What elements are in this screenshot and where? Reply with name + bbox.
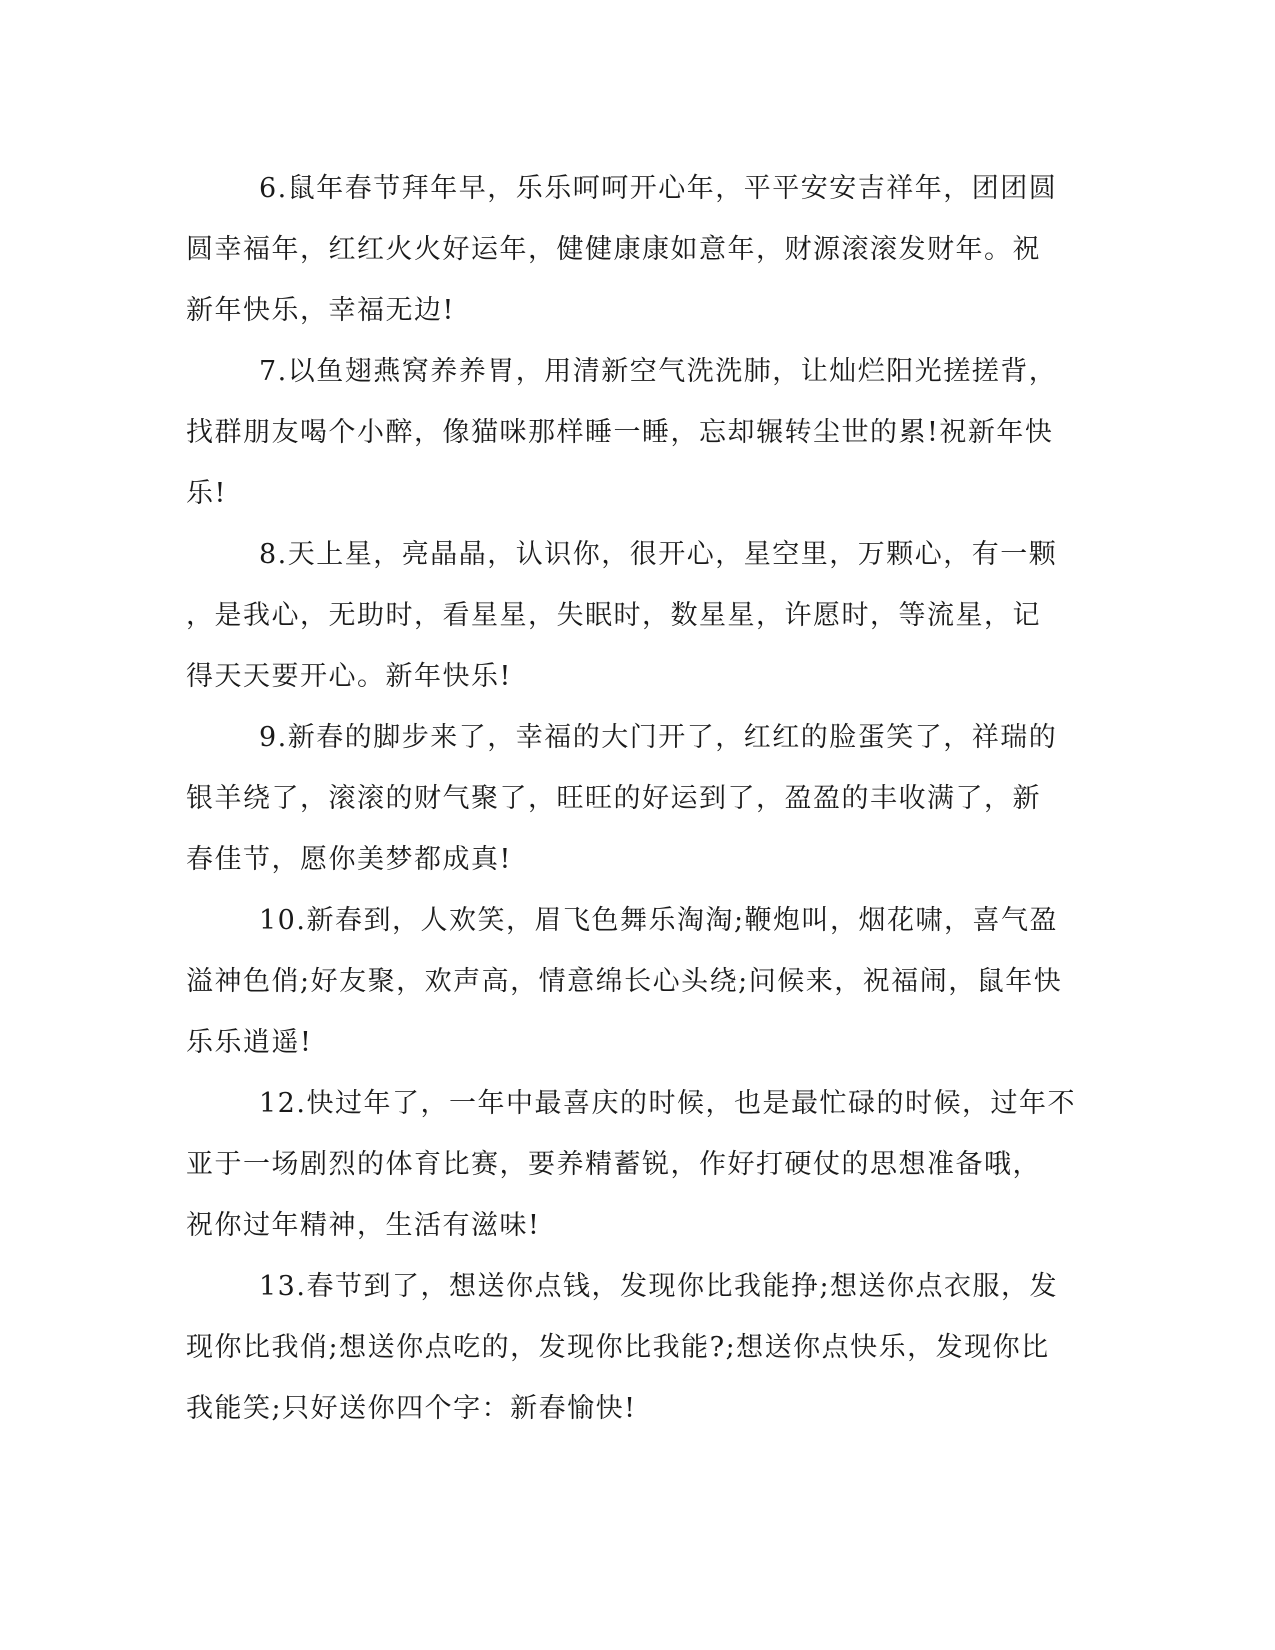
paragraph-line: ，是我心，无助时，看星星，失眠时，数星星，许愿时，等流星，记 (186, 600, 1041, 631)
paragraph-line: 8.天上星，亮晶晶，认识你，很开心，星空里，万颗心，有一颗 (259, 539, 1058, 570)
greeting-paragraph-10 (186, 890, 1066, 1073)
greeting-paragraph-12 (186, 1073, 1076, 1256)
greeting-paragraph-7 (186, 341, 1066, 524)
paragraph-line: 新年快乐，幸福无边! (186, 295, 455, 326)
paragraph-line: 春佳节，愿你美梦都成真! (186, 844, 512, 875)
document-body (186, 158, 1076, 1439)
paragraph-line: 银羊绕了，滚滚的财气聚了，旺旺的好运到了，盈盈的丰收满了，新 (186, 783, 1041, 814)
paragraph-line: 10.新春到，人欢笑，眉飞色舞乐淘淘;鞭炮叫，烟花啸，喜气盈 (259, 905, 1059, 936)
paragraph-line: 祝你过年精神，生活有滋味! (186, 1210, 541, 1241)
paragraph-line: 我能笑;只好送你四个字：新春愉快! (186, 1393, 637, 1424)
paragraph-line: 12.快过年了，一年中最喜庆的时候，也是最忙碌的时候，过年不 (259, 1088, 1076, 1119)
greeting-paragraph-6 (186, 158, 1066, 341)
greeting-paragraph-8 (186, 524, 1066, 707)
paragraph-line: 6.鼠年春节拜年早，乐乐呵呵开心年，平平安安吉祥年，团团圆 (259, 173, 1058, 204)
paragraph-line: 找群朋友喝个小醉，像猫咪那样睡一睡，忘却辗转尘世的累!祝新年快 (186, 417, 1054, 448)
paragraph-line: 13.春节到了，想送你点钱，发现你比我能挣;想送你点衣服，发 (259, 1271, 1059, 1302)
paragraph-line: 圆幸福年，红红火火好运年，健健康康如意年，财源滚滚发财年。祝 (186, 234, 1041, 265)
greeting-paragraph-13 (186, 1256, 1066, 1439)
paragraph-line: 7.以鱼翅燕窝养养胃，用清新空气洗洗肺，让灿烂阳光搓搓背， (259, 356, 1058, 387)
paragraph-line: 溢神色俏;好友聚，欢声高，情意绵长心头绕;问候来，祝福闹，鼠年快 (186, 966, 1063, 997)
paragraph-line: 乐乐逍遥! (186, 1027, 313, 1058)
paragraph-line: 9.新春的脚步来了，幸福的大门开了，红红的脸蛋笑了，祥瑞的 (259, 722, 1058, 753)
paragraph-line: 现你比我俏;想送你点吃的，发现你比我能?;想送你点快乐，发现你比 (186, 1332, 1050, 1363)
greeting-paragraph-9 (186, 707, 1066, 890)
paragraph-line: 得天天要开心。新年快乐! (186, 661, 512, 692)
paragraph-line: 乐! (186, 478, 227, 509)
paragraph-line: 亚于一场剧烈的体育比赛，要养精蓄锐，作好打硬仗的思想准备哦， (186, 1149, 1041, 1180)
